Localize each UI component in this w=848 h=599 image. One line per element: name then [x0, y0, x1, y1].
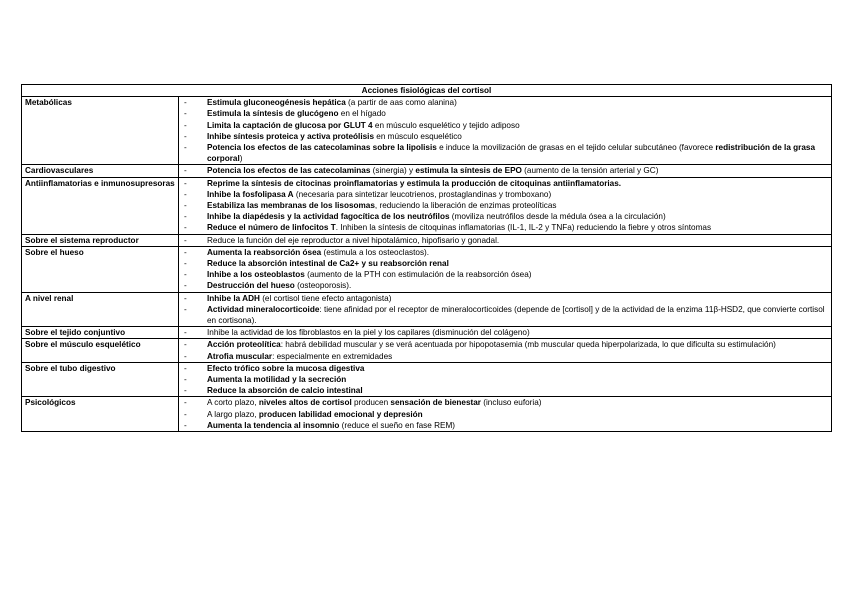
items-cell	[179, 362, 832, 397]
list-item	[184, 409, 828, 420]
bullet-dash: -	[184, 328, 187, 338]
bullet-dash: -	[184, 259, 187, 269]
category-cell: Sobre el sistema reproductor	[22, 234, 179, 246]
bold-text: Potencia los efectos de las catecolaminas sobre la lipolisis	[207, 143, 437, 153]
category-cell: Sobre el tejido conjuntivo	[22, 327, 179, 339]
bullet-dash: -	[184, 201, 187, 211]
bullet-dash: -	[184, 131, 187, 141]
bold-text: Actividad mineralocorticoide	[207, 304, 320, 314]
category-cell: Sobre el tubo digestivo	[22, 362, 179, 397]
category-cell: A nivel renal	[22, 292, 179, 327]
bold-text: niveles altos de cortisol	[258, 398, 352, 408]
bullet-dash: -	[184, 212, 187, 222]
table-title-row	[22, 85, 832, 97]
table-row	[22, 327, 832, 339]
list-item	[184, 269, 828, 280]
bold-text: Reprime la síntesis de citocinas proinflamatorias y estimula la producción de citoquinas antiinflamatorias.	[207, 178, 622, 188]
bold-text: Aumenta la motilidad y la secreción	[207, 375, 347, 385]
bullet-dash: -	[184, 270, 187, 280]
item-text: e induce la movilización de grasas en el tejido celular subcutáneo (favorece	[436, 143, 716, 153]
list-item	[184, 304, 828, 326]
item-text: : especialmente en extremidades	[272, 351, 393, 361]
bullet-dash: -	[184, 109, 187, 119]
bold-text: Aumenta la tendencia al insomnio	[207, 420, 340, 430]
bold-text: Estabiliza las membranas de los lisosomas	[207, 201, 375, 211]
items-cell	[179, 246, 832, 292]
bullet-dash: -	[184, 420, 187, 430]
item-text: (aumento de la PTH con estimulación de la reabsorción ósea)	[304, 270, 532, 280]
item-text: (incluso euforia)	[480, 398, 542, 408]
item-text: en el hígado	[338, 109, 386, 119]
bold-text: Acción proteolítica	[207, 340, 281, 350]
bold-text: Reduce el número de linfocitos T	[207, 223, 336, 233]
bold-text: Inhibe la diapédesis y la actividad fagocítica de los neutrófilos	[207, 212, 450, 222]
list-item	[184, 374, 828, 385]
bold-text: redistribución de la grasa corporal	[207, 143, 816, 164]
item-text: (sinergia) y	[370, 166, 416, 176]
bullet-dash: -	[184, 223, 187, 233]
bullet-dash: -	[184, 235, 187, 245]
bullet-dash: -	[184, 304, 187, 314]
list-item	[184, 108, 828, 119]
items-cell	[179, 97, 832, 165]
table-row	[22, 246, 832, 292]
bold-text: Inhibe a los osteoblastos	[207, 270, 305, 280]
bold-text: Potencia los efectos de las catecolaminas	[207, 166, 371, 176]
items-cell	[179, 292, 832, 327]
bullet-dash: -	[184, 281, 187, 291]
items-cell	[179, 177, 832, 234]
items-cell	[179, 339, 832, 362]
table-body	[22, 85, 832, 432]
bold-text: Estimula gluconeogénesis hepática	[207, 98, 346, 108]
bold-text: Destrucción del hueso	[207, 281, 295, 291]
list-item	[184, 247, 828, 258]
list-item	[184, 293, 828, 304]
list-item	[184, 235, 828, 246]
category-cell: Sobre el hueso	[22, 246, 179, 292]
table-row	[22, 292, 832, 327]
category-cell: Sobre el músculo esquelético	[22, 339, 179, 362]
bullet-dash: -	[184, 166, 187, 176]
list-item	[184, 120, 828, 131]
item-text: Inhibe la actividad de los fibroblastos en la piel y los capilares (disminución del colágeno)	[207, 328, 530, 338]
bullet-dash: -	[184, 293, 187, 303]
item-text: (el cortisol tiene efecto antagonista)	[259, 293, 392, 303]
category-cell: Antiinflamatorias e inmunosupresoras	[22, 177, 179, 234]
list-item	[184, 222, 828, 233]
item-text: . Inhiben la síntesis de citoquinas inflamatorias (IL-1, IL-2 y TNFa) reduciendo la fiebre y otros síntomas	[335, 223, 712, 233]
item-text: Reduce la función del eje reproductor a nivel hipotalámico, hipofisario y gonadal.	[207, 235, 500, 245]
bold-text: Reduce la absorción intestinal de Ca2+ y su reabsorción renal	[207, 259, 449, 269]
bullet-dash: -	[184, 189, 187, 199]
list-item	[184, 178, 828, 189]
bullet-dash: -	[184, 247, 187, 257]
bold-text: Aumenta la reabsorción ósea	[207, 247, 322, 257]
item-text: (a partir de aas como alanina)	[345, 98, 457, 108]
bold-text: Inhibe la fosfolipasa A	[207, 189, 294, 199]
bullet-dash: -	[184, 143, 187, 153]
bullet-dash: -	[184, 340, 187, 350]
item-text: producen	[351, 398, 391, 408]
item-text: (estimula a los osteoclastos).	[321, 247, 430, 257]
table-row	[22, 97, 832, 165]
bullet-dash: -	[184, 386, 187, 396]
item-text: (aumento de la tensión arterial y GC)	[521, 166, 659, 176]
items-cell	[179, 327, 832, 339]
bold-text: Atrofia muscular	[207, 351, 273, 361]
item-text: : tiene afinidad por el receptor de mineralocorticoides (depende de [cortisol] y de la actividad de la enzima 11β-HSD2, que convierte cortisol en cortisona).	[207, 304, 825, 326]
bullet-dash: -	[184, 409, 187, 419]
list-item	[184, 280, 828, 291]
items-cell	[179, 234, 832, 246]
table-row	[22, 165, 832, 177]
list-item	[184, 397, 828, 408]
item-text: )	[239, 154, 243, 164]
bullet-dash: -	[184, 98, 187, 108]
item-text: : habrá debilidad muscular y se verá acentuada por hipopotasemia (mb muscular queda hiperpolarizada, lo que dificulta su estimulación)	[280, 340, 776, 350]
item-text: A corto plazo,	[207, 398, 259, 408]
table-row	[22, 177, 832, 234]
table-title: Acciones fisiológicas del cortisol	[22, 85, 832, 97]
list-item	[184, 200, 828, 211]
list-item	[184, 351, 828, 362]
category-cell: Psicológicos	[22, 397, 179, 432]
cortisol-actions-table	[21, 84, 832, 432]
bold-text: Inhibe síntesis proteica y activa proteólisis	[207, 131, 374, 141]
bold-text: Estimula la síntesis de glucógeno	[207, 109, 339, 119]
list-item	[184, 97, 828, 108]
bullet-dash: -	[184, 363, 187, 373]
list-item	[184, 339, 828, 350]
item-text: (moviliza neutrófilos desde la médula ósea a la circulación)	[449, 212, 666, 222]
item-text: (reduce el sueño en fase REM)	[339, 420, 455, 430]
bullet-dash: -	[184, 120, 187, 130]
category-cell: Metabólicas	[22, 97, 179, 165]
item-text: en músculo esquelético y tejido adiposo	[372, 120, 520, 130]
bold-text: Limita la captación de glucosa por GLUT 4	[207, 120, 373, 130]
list-item	[184, 142, 828, 164]
table-row	[22, 339, 832, 362]
list-item	[184, 258, 828, 269]
list-item	[184, 420, 828, 431]
bullet-dash: -	[184, 398, 187, 408]
items-cell	[179, 397, 832, 432]
bullet-dash: -	[184, 178, 187, 188]
list-item	[184, 165, 828, 176]
bullet-dash: -	[184, 351, 187, 361]
items-cell	[179, 165, 832, 177]
list-item	[184, 385, 828, 396]
bold-text: Efecto trófico sobre la mucosa digestiva	[207, 363, 365, 373]
item-text: , reduciendo la liberación de enzimas proteolíticas	[374, 201, 557, 211]
bold-text: Reduce la absorción de calcio intestinal	[207, 386, 363, 396]
bullet-dash: -	[184, 375, 187, 385]
bold-text: producen labilidad emocional y depresión	[258, 409, 423, 419]
table-row	[22, 234, 832, 246]
list-item	[184, 211, 828, 222]
list-item	[184, 131, 828, 142]
list-item	[184, 363, 828, 374]
item-text: (osteoporosis).	[294, 281, 352, 291]
list-item	[184, 327, 828, 338]
bold-text: sensación de bienestar	[390, 398, 481, 408]
category-cell: Cardiovasculares	[22, 165, 179, 177]
bold-text: Inhibe la ADH	[207, 293, 260, 303]
table-row	[22, 362, 832, 397]
table-row	[22, 397, 832, 432]
item-text: en músculo esquelético	[374, 131, 462, 141]
bold-text: estimula la síntesis de EPO	[415, 166, 522, 176]
item-text: A largo plazo,	[207, 409, 259, 419]
item-text: (necesaria para sintetizar leucotrienos, prostaglandinas y tromboxano)	[293, 189, 552, 199]
list-item	[184, 189, 828, 200]
